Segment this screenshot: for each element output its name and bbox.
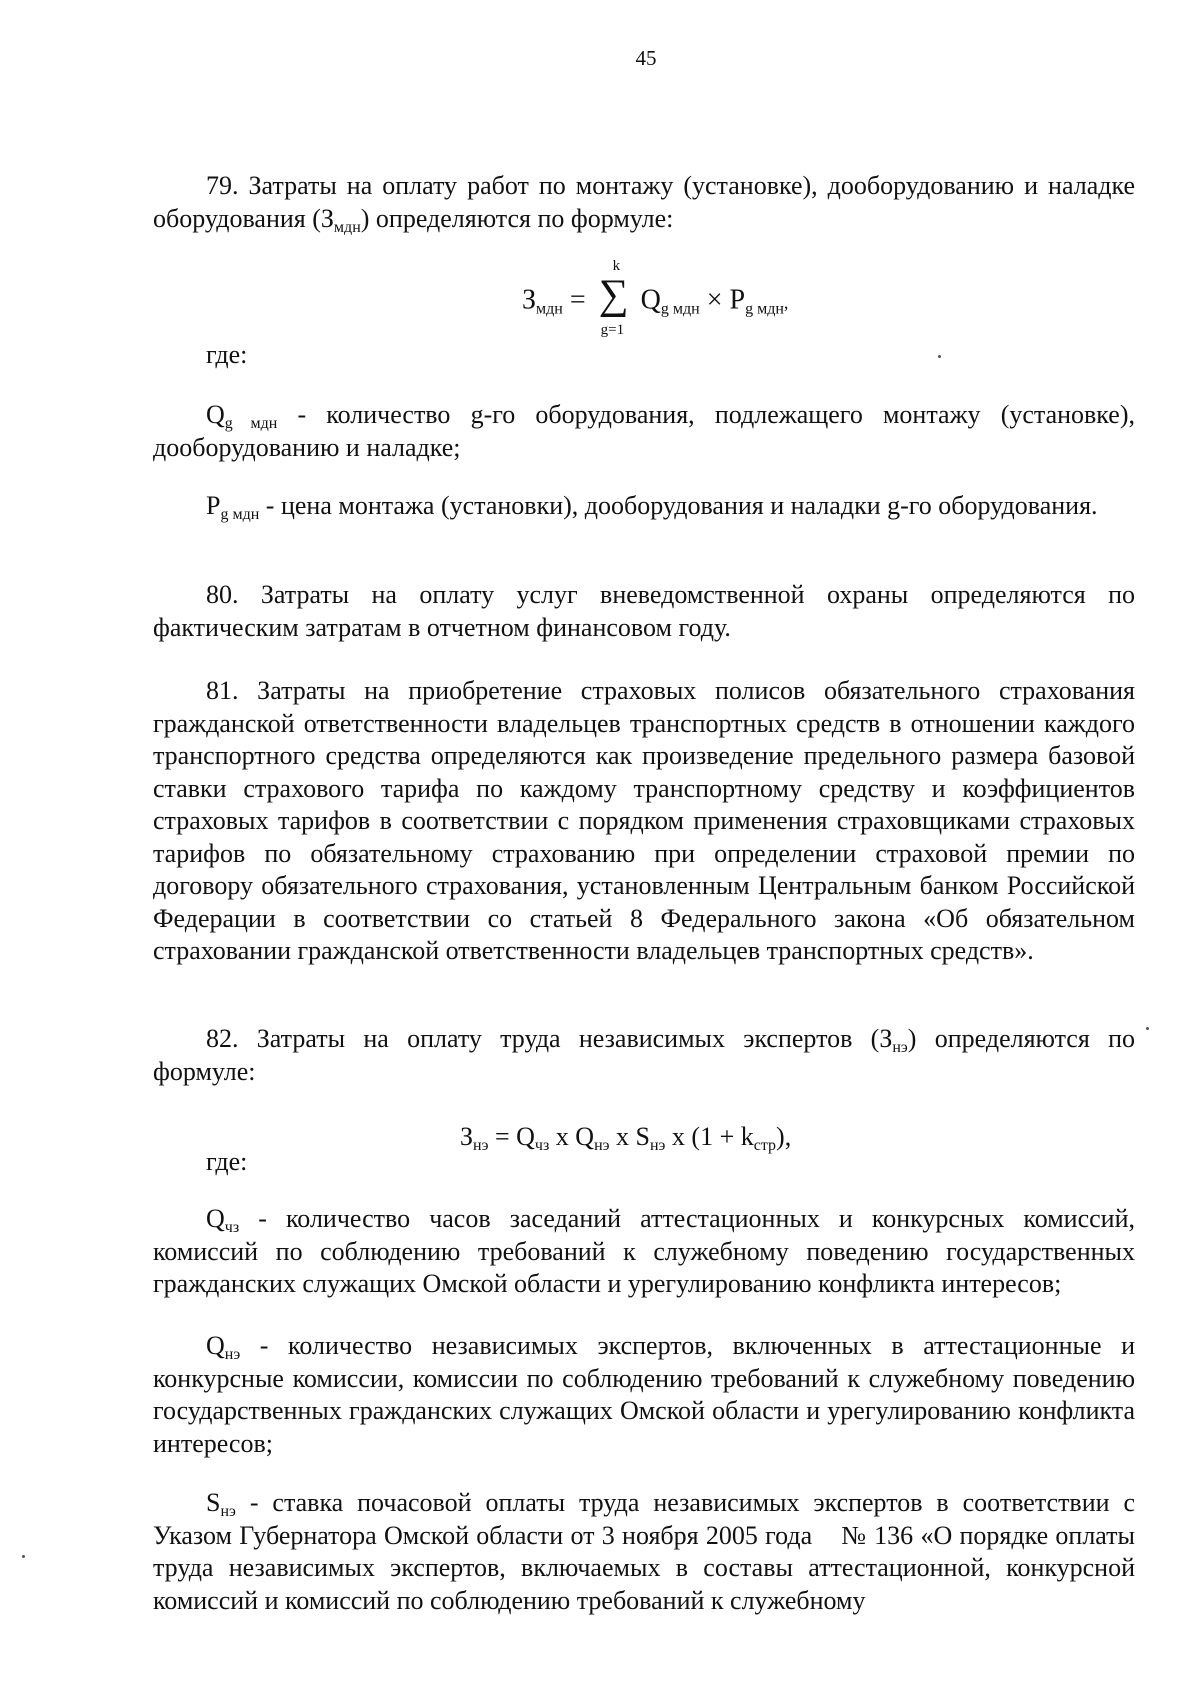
formula-ne-tail: ), — [776, 1122, 792, 1151]
paragraph-79-text: 79. Затраты на оплату работ по монтажу (установке), дооборудованию и наладке оборудования (З — [153, 171, 1135, 233]
definition-p-mdn — [153, 490, 1135, 523]
formula-mdn-q-sub: g мдн — [660, 300, 700, 318]
paragraph-79-end: ) определяются по формуле: — [360, 203, 674, 233]
formula-ne — [460, 1122, 791, 1152]
formula-mdn-lhs: З — [522, 284, 537, 316]
formula-mdn-q: Q — [640, 284, 661, 316]
formula-mdn-p: P — [729, 284, 746, 316]
def-q-mdn-sub: g мдн — [224, 415, 278, 432]
def-s-ne-symbol: S — [206, 1488, 221, 1517]
definition-q-ne — [153, 1330, 1135, 1460]
paragraph-81-text: 81. Затраты на приобретение страховых полисов обязательного страхования гражданской ответственности владельцев транспортных средств в отношении каждого транспортного средства определяются как произведение предельного размера базовой ставки страхового тарифа по каждому транспортному средству и коэффициентов страховых тарифов в соответствии с порядком применения страховщиками страховых тарифов по обязательному страхованию при определении страховой премии по договору обязательного страхования, установленным Центральным банком Российской Федерации в соответствии со статьей 8 Федерального закона «Об обязательном страховании гражданской ответственности владельцев транспортных средств». — [153, 676, 1135, 965]
paragraph-79-sub: мдн — [333, 218, 361, 236]
where-label-2: где: — [206, 1147, 248, 1176]
def-q-chz-sub: чз — [224, 1219, 240, 1236]
def-q-mdn-symbol: Q — [206, 400, 225, 429]
page-number: 45 — [635, 46, 657, 70]
def-q-chz-text: - количество часов заседаний аттестационных и конкурсных комиссий, комиссий по соблюдению требований к служебному поведению государственных гражданских служащих Омской области и урегулированию конфликта интересов; — [153, 1204, 1135, 1298]
def-q-ne-sub: нэ — [224, 1346, 241, 1363]
formula-ne-lhs-sub: нэ — [473, 1137, 489, 1154]
def-p-mdn-text: - цена монтажа (установки), дооборудования и наладки g-го оборудования. — [259, 491, 1098, 520]
formula-mdn-p-sub: g мдн — [745, 300, 784, 318]
sum-sign-icon: ∑ — [598, 272, 629, 318]
formula-mdn-tail: , — [783, 292, 789, 313]
paragraph-80 — [153, 579, 1135, 644]
paragraph-82-text: 82. Затраты на оплату труда независимых экспертов (З — [206, 1024, 893, 1053]
formula-mdn-sum-top: k — [612, 258, 621, 274]
formula-mdn-times: × — [706, 284, 723, 316]
scan-speck — [1146, 1027, 1149, 1030]
scan-speck — [22, 1555, 25, 1558]
scan-speck — [938, 355, 941, 358]
definition-q-chz — [153, 1203, 1135, 1301]
paragraph-81 — [153, 675, 1135, 968]
definition-s-ne — [153, 1487, 1142, 1617]
formula-mdn-sum — [593, 258, 641, 338]
paragraph-82-sub: нэ — [892, 1039, 908, 1056]
def-s-ne-text: - ставка почасовой оплаты труда независимых экспертов в соответствии с Указом Губернатора Омской области от 3 ноября 2005 года № 136 «О порядке оплаты труда независимых экспертов, включаемых в составы аттестационной, конкурсной комиссий и комиссий по соблюдению требований к служебному — [153, 1488, 1142, 1615]
def-s-ne-sub: нэ — [220, 1503, 236, 1520]
def-q-chz-symbol: Q — [206, 1204, 225, 1233]
def-q-mdn-text: - количество g-го оборудования, подлежащего монтажу (установке), дооборудованию и наладке; — [153, 400, 1135, 462]
formula-ne-x3: x (1 + k — [665, 1122, 754, 1151]
paragraph-82 — [153, 1023, 1135, 1088]
formula-mdn-lhs-sub: мдн — [536, 300, 563, 318]
def-p-mdn-sub: g мдн — [220, 506, 260, 523]
paragraph-79 — [153, 170, 1135, 235]
where-label-1: где: — [206, 340, 248, 369]
paragraph-80-text: 80. Затраты на оплату услуг вневедомственной охраны определяются по фактическим затратам в отчетном финансовом году. — [153, 580, 1135, 642]
formula-ne-eq: = Q — [488, 1122, 535, 1151]
formula-mdn — [522, 258, 789, 338]
formula-ne-x2: x S — [609, 1122, 650, 1151]
formula-ne-s-sub: нэ — [649, 1137, 666, 1154]
formula-ne-x1: x Q — [549, 1122, 595, 1151]
formula-mdn-eq: = — [569, 284, 586, 316]
formula-ne-lhs: З — [460, 1122, 474, 1151]
paragraph-82-end: ) определяются по формуле: — [153, 1024, 1136, 1086]
formula-mdn-sum-bottom: g=1 — [600, 322, 625, 338]
formula-ne-q1-sub: чз — [534, 1137, 550, 1154]
formula-ne-k-sub: стр — [753, 1137, 777, 1154]
def-q-ne-symbol: Q — [206, 1331, 225, 1360]
def-p-mdn-symbol: P — [206, 491, 221, 520]
def-q-ne-text: - количество независимых экспертов, включенных в аттестационные и конкурсные комиссии, комиссии по соблюдению требований к служебному поведению государственных гражданских служащих Омской области и урегулированию конфликта интересов; — [153, 1331, 1135, 1458]
formula-ne-q2-sub: нэ — [594, 1137, 610, 1154]
definition-q-mdn — [153, 399, 1135, 464]
